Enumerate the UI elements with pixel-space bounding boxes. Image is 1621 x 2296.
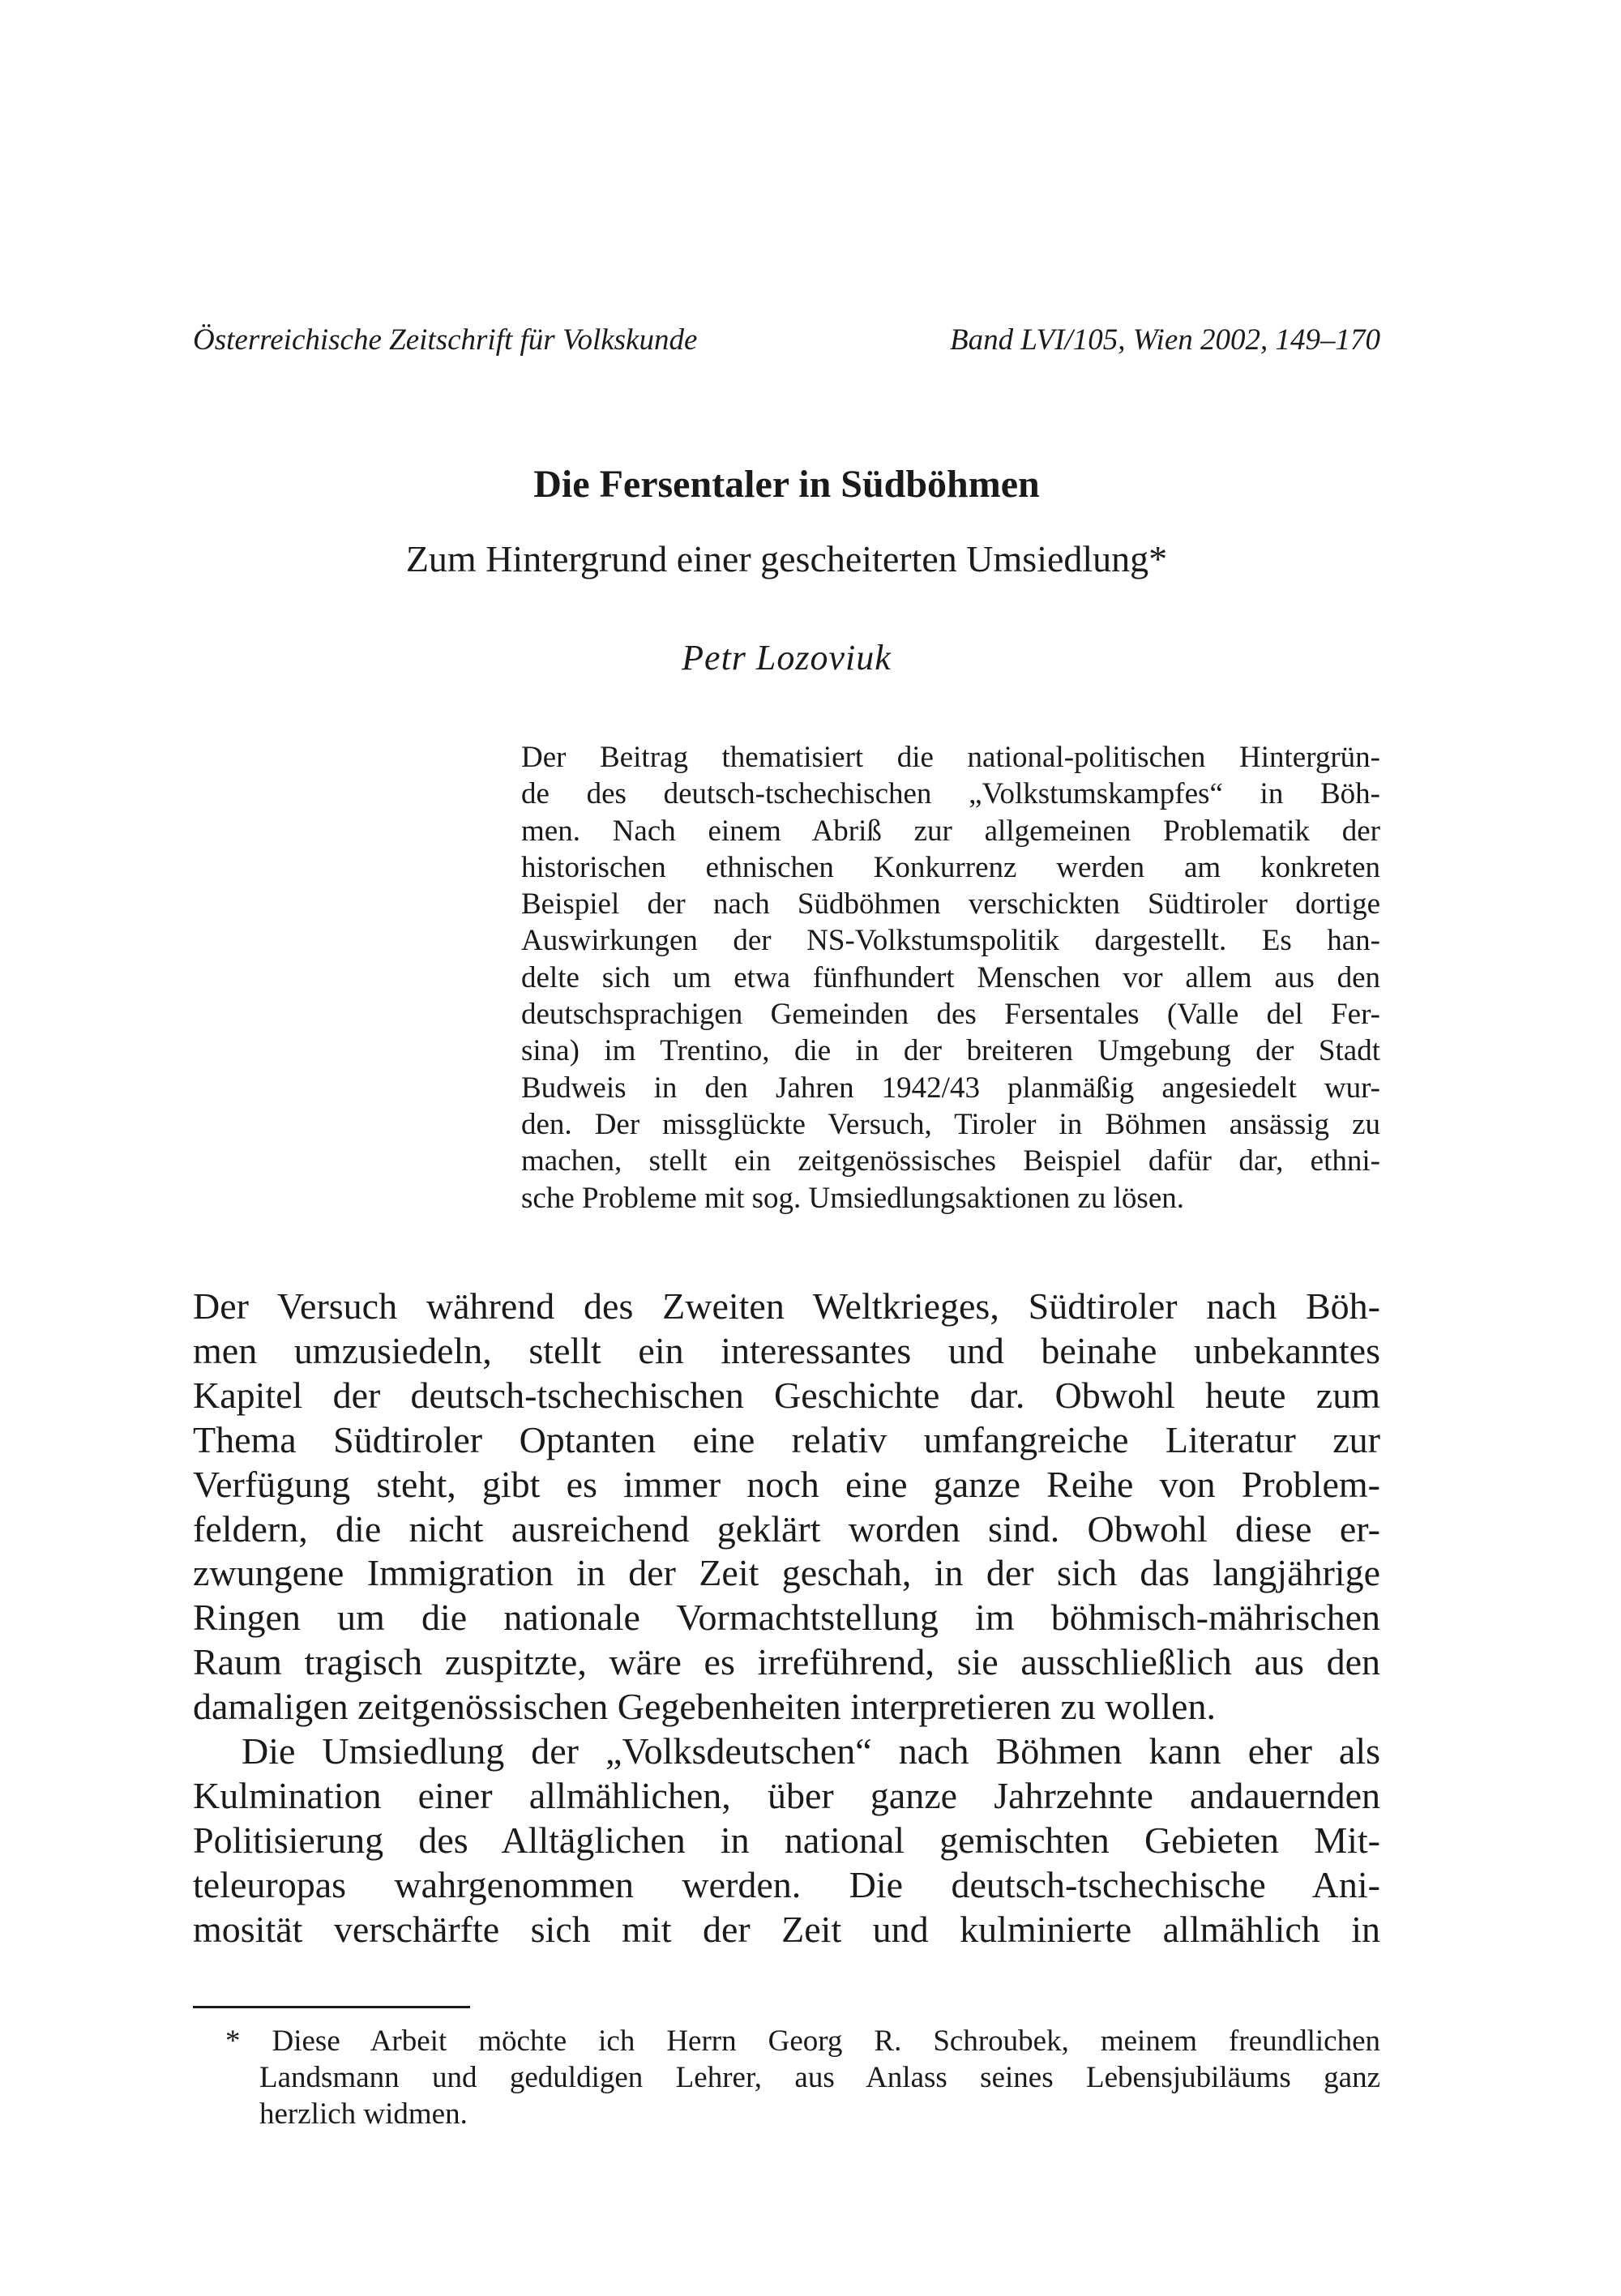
body-line: Ringen um die nationale Vormachtstellung im böhmisch-mährischen <box>193 1597 1380 1639</box>
abstract-line: men. Nach einem Abriß zur allgemeinen Problematik der <box>521 814 1380 848</box>
abstract-line: Beispiel der nach Südböhmen verschickten Südtiroler dortige <box>521 887 1380 921</box>
abstract-line: historischen ethnischen Konkurrenz werden am konkreten <box>521 850 1380 884</box>
body-line: teleuropas wahrgenommen werden. Die deutsch-tschechische Ani- <box>193 1863 1380 1905</box>
article-author: Petr Lozoviuk <box>682 638 892 678</box>
body-line: Thema Südtiroler Optanten eine relativ umfangreiche Literatur zur <box>193 1418 1380 1460</box>
abstract-line: delte sich um etwa fünfhundert Menschen vor allem aus den <box>521 960 1380 994</box>
footnote-divider <box>193 2006 470 2008</box>
body-line: men umzusiedeln, stellt ein interessantes und beinahe unbekanntes <box>193 1329 1380 1371</box>
abstract <box>521 739 1380 1216</box>
article-title: Die Fersentaler in Südböhmen <box>533 463 1040 506</box>
body-line: Der Versuch während des Zweiten Weltkrieges, Südtiroler nach Böh- <box>193 1285 1380 1327</box>
abstract-line: deutschsprachigen Gemeinden des Fersentales (Valle del Fer- <box>521 998 1380 1032</box>
running-head <box>193 320 1380 361</box>
body-line: mosität verschärfte sich mit der Zeit und kulminierte allmählich in <box>193 1908 1380 1950</box>
body-line: damaligen zeitgenössischen Gegebenheiten interpretieren zu wollen. <box>193 1686 1216 1728</box>
footnote <box>193 2023 1380 2132</box>
footnote-line: Landsmann und geduldigen Lehrer, aus Anlass seines Lebensjubiläums ganz <box>259 2061 1380 2094</box>
footnote-line: herzlich widmen. <box>259 2097 468 2131</box>
body-line: Verfügung steht, gibt es immer noch eine ganze Reihe von Problem- <box>193 1463 1380 1505</box>
body-line: Politisierung des Alltäglichen in national gemischten Gebieten Mit- <box>193 1819 1380 1861</box>
abstract-line: Budweis in den Jahren 1942/43 planmäßig angesiedelt wur- <box>521 1071 1380 1105</box>
body-line: Die Umsiedlung der „Volksdeutschen“ nach Böhmen kann eher als <box>242 1730 1380 1772</box>
body-line: feldern, die nicht ausreichend geklärt worden sind. Obwohl diese er- <box>193 1507 1380 1550</box>
journal-title: Österreichische Zeitschrift für Volkskunde <box>193 323 698 357</box>
abstract-line: de des deutsch-tschechischen „Volkstumskampfes“ in Böh- <box>521 777 1380 811</box>
footnote-line: * Diese Arbeit möchte ich Herrn Georg R. Schroubek, meinem freundlichen <box>225 2024 1380 2058</box>
abstract-line: Auswirkungen der NS-Volkstumspolitik dargestellt. Es han- <box>521 924 1380 958</box>
abstract-line: Der Beitrag thematisiert die national-politischen Hintergrün- <box>521 741 1380 774</box>
abstract-line: machen, stellt ein zeitgenössisches Beispiel dafür dar, ethni- <box>521 1144 1380 1178</box>
article-subtitle: Zum Hintergrund einer gescheiterten Umsiedlung* <box>405 538 1168 579</box>
abstract-line: den. Der missglückte Versuch, Tiroler in Böhmen ansässig zu <box>521 1107 1380 1141</box>
body-line: Kapitel der deutsch-tschechischen Geschichte dar. Obwohl heute zum <box>193 1374 1380 1416</box>
body-line: Kulmination einer allmählichen, über ganze Jahrzehnte andauernden <box>193 1774 1380 1816</box>
body-text <box>193 1285 1380 1952</box>
volume-info: Band LVI/105, Wien 2002, 149–170 <box>950 323 1380 357</box>
body-line: Raum tragisch zuspitzte, wäre es irreführend, sie ausschließlich aus den <box>193 1641 1380 1683</box>
body-line: zwungene Immigration in der Zeit geschah, in der sich das langjährige <box>193 1552 1380 1594</box>
abstract-line: sina) im Trentino, die in der breiteren Umgebung der Stadt <box>521 1034 1380 1068</box>
abstract-line: sche Probleme mit sog. Umsiedlungsaktionen zu lösen. <box>521 1181 1184 1215</box>
